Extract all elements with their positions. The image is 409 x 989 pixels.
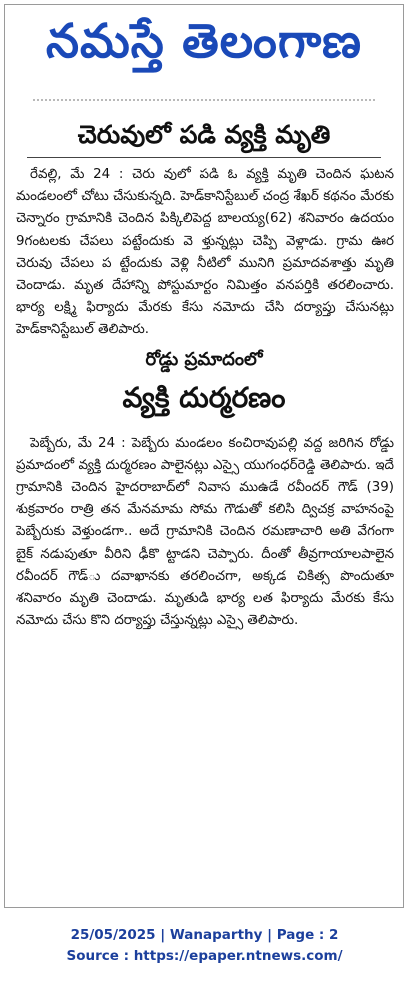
footer-source-link[interactable]: Source : https://epaper.ntnews.com/ [66, 948, 343, 964]
article1-body [5, 164, 403, 342]
headline-divider [27, 157, 381, 158]
newspaper-clipping [4, 4, 404, 908]
article1-headline: చెరువులో పడి వ్యక్తి మృతి [77, 120, 331, 149]
article2-text: పెబ్బేరు, మే 24 : పెబ్బేరు మండలం కంచిరావుపల్లి వద్ద జరిగిన రోడ్డు ప్రమాదంలో వ్యక్తి దుర్మరణం పాలైనట్లు ఎస్సై యుగంధర్‌రెడ్డి తెలిపారు. ఇదే గ్రామానికి చెందిన హైదరాబాద్‌లో నివాస ముఉడే రవీందర్ గౌడ్ (39) శుక్రవారం రాత్రి తన మేనమామ సోమ గౌడుతో కలిసి ద్విచక్ర వాహనంపై పెబ్బేరుకు వెళ్తుండగా.. అదే గ్రామానికి చెందిన రమణాచారి అతి వేగంగా బైక్ నడుపుతూ వీరిని ఢీకొ ట్టాడని చెప్పారు. దీంతో తీవ్రగాయాలపాలైన రవీందర్ గౌడ్‌ు దవాఖానకు తరలించగా, అక్కడ చికిత్స పొందుతూ శనివారం మృతి చెందాడు. మృతుడి భార్య లత ఫిర్యాదు మేరకు కేసు నమోదు చేసు కొని దర్యాప్తు చేస్తున్నట్లు ఎస్సై తెలిపారు. [16, 435, 394, 629]
footer-date-edition: 25/05/2025 | Wanaparthy | Page : 2 [70, 927, 339, 943]
article2-subheadline: రోడ్డు ప్రమాదంలో [145, 348, 263, 370]
article1-text: రేవల్లి, మే 24 : చెరు వులో పడి ఓ వ్యక్తి మృతి చెందిన ఘటన మండలంలో చోటు చేసుకున్నది. హెడ్‌కానిస్టేబుల్ చంద్ర శేఖర్ కథనం మేరకు చెన్నారం గ్రామానికి చెందిన పిక్కిలిపెద్ద బాలయ్య(62) శనివారం ఉదయం 9గంటలకు చేపలు పట్టేందుకు వె ళ్తున్నట్లు చెప్పి వెళ్లాడు. గ్రామ ఊర చెరువు చేపలు ప ట్టేందుకు వెళ్లి నీటిలో మునిగి ప్రమాదవశాత్తు మృతి చెందాడు. మృత దేహాన్ని పోస్టుమార్టం నిమిత్తం వనపర్తికి తరలించారు. భార్య లక్ష్మి ఫిర్యాదు మేరకు కేసు నమోదు చేసి దర్యాప్తు చేసునట్లు హెడ్‌కానిస్టేబుల్ తెలిపారు. [16, 167, 394, 338]
dotted-divider [33, 99, 375, 101]
newspaper-masthead: నమస్తే తెలంగాణ [46, 14, 362, 69]
article2-body [5, 433, 403, 633]
article2-headline: వ్యక్తి దుర్మరణం [122, 380, 286, 414]
